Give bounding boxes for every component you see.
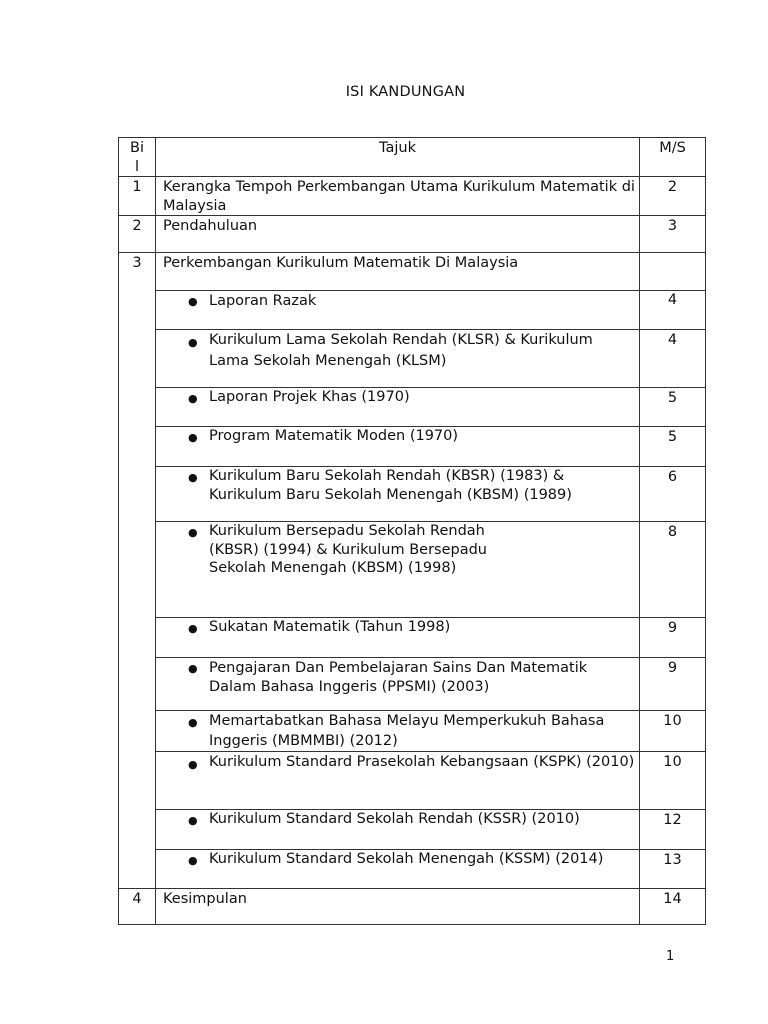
- subitem-ms: 8: [640, 522, 706, 618]
- subitem-ms: 6: [640, 467, 706, 522]
- page-number: 1: [666, 949, 675, 964]
- subitem-tajuk: Sukatan Matematik (Tahun 1998): [209, 619, 451, 635]
- table-row: [119, 752, 706, 810]
- bullet-icon: ●: [188, 295, 198, 308]
- row-ms: [640, 253, 706, 291]
- bullet-icon: ●: [188, 526, 198, 539]
- table-row: [119, 711, 706, 752]
- table-row: [119, 253, 706, 291]
- table-row: [119, 388, 706, 427]
- subitem-ms: 5: [640, 427, 706, 467]
- subitem-ms: 10: [640, 711, 706, 752]
- subitem-ms: 10: [640, 752, 706, 810]
- subitem-tajuk: Pengajaran Dan Pembelajaran Sains Dan Matematik Dalam Bahasa Inggeris (PPSMI) (2003): [209, 660, 588, 695]
- table-row: [119, 810, 706, 850]
- subitem-tajuk: Laporan Projek Khas (1970): [209, 389, 410, 405]
- table-row: [119, 330, 706, 388]
- table-header-row: [119, 138, 706, 177]
- subitem-cell: [156, 522, 640, 618]
- table-row: [119, 291, 706, 330]
- bullet-icon: ●: [188, 716, 198, 729]
- row-bil: 2: [119, 216, 156, 253]
- header-tajuk: Tajuk: [156, 138, 640, 177]
- table-row: [119, 216, 706, 253]
- row-ms: 2: [640, 177, 706, 216]
- subitem-tajuk: Memartabatkan Bahasa Melayu Memperkukuh Bahasa Inggeris (MBMMBI) (2012): [209, 713, 605, 749]
- subitem-tajuk: Kurikulum Standard Prasekolah Kebangsaan (KSPK) (2010): [209, 754, 635, 770]
- subitem-ms: 4: [640, 330, 706, 388]
- subitem-tajuk: Kurikulum Standard Sekolah Rendah (KSSR) (2010): [209, 811, 580, 827]
- subitem-tajuk: Laporan Razak: [209, 293, 317, 309]
- subitem-tajuk: Program Matematik Moden (1970): [209, 428, 459, 444]
- row-tajuk: Kesimpulan: [156, 889, 640, 925]
- table-row: [119, 522, 706, 618]
- subitem-ms: 4: [640, 291, 706, 330]
- page-title: ISI KANDUNGAN: [345, 84, 466, 100]
- subitem-ms: 12: [640, 810, 706, 850]
- subitem-tajuk: Kurikulum Lama Sekolah Rendah (KLSR) & Kurikulum Lama Sekolah Menengah (KLSM): [209, 332, 593, 369]
- subitem-tajuk: Kurikulum Standard Sekolah Menengah (KSSM) (2014): [209, 851, 604, 867]
- header-ms: M/S: [640, 138, 706, 177]
- subitem-cell: [156, 752, 640, 810]
- bullet-icon: ●: [188, 336, 198, 349]
- row-tajuk: Pendahuluan: [156, 216, 640, 253]
- subitem-cell: [156, 330, 640, 388]
- contents-table: [118, 137, 706, 925]
- table-row: [119, 427, 706, 467]
- header-bil: Bi l: [119, 138, 156, 177]
- row-ms: 14: [640, 889, 706, 925]
- row-bil: 1: [119, 177, 156, 216]
- table-row: [119, 618, 706, 658]
- row-tajuk: Kerangka Tempoh Perkembangan Utama Kurikulum Matematik di Malaysia: [156, 177, 640, 216]
- subitem-cell: [156, 711, 640, 752]
- subitem-cell: [156, 810, 640, 850]
- subitem-cell: [156, 850, 640, 889]
- subitem-tajuk: Kurikulum Baru Sekolah Rendah (KBSR) (1983) & Kurikulum Baru Sekolah Menengah (KBSM) (1989): [209, 468, 572, 503]
- subitem-ms: 9: [640, 658, 706, 711]
- bullet-icon: ●: [188, 854, 198, 867]
- row-tajuk: Perkembangan Kurikulum Matematik Di Malaysia: [156, 253, 640, 291]
- subitem-ms: 9: [640, 618, 706, 658]
- subitem-cell: [156, 291, 640, 330]
- subitem-cell: [156, 427, 640, 467]
- bullet-icon: ●: [188, 758, 198, 771]
- subitem-ms: 13: [640, 850, 706, 889]
- bullet-icon: ●: [188, 814, 198, 827]
- bullet-icon: ●: [188, 662, 198, 675]
- subitem-cell: [156, 658, 640, 711]
- subitem-cell: [156, 388, 640, 427]
- row-bil: 4: [119, 889, 156, 925]
- table-row: [119, 658, 706, 711]
- subitem-ms: 5: [640, 388, 706, 427]
- table-row: [119, 467, 706, 522]
- bullet-icon: ●: [188, 392, 198, 405]
- subitem-cell: [156, 618, 640, 658]
- bullet-icon: ●: [188, 622, 198, 635]
- table-row: [119, 850, 706, 889]
- bullet-icon: ●: [188, 431, 198, 444]
- table-row: [119, 177, 706, 216]
- subitem-cell: [156, 467, 640, 522]
- table-row: [119, 889, 706, 925]
- row-ms: 3: [640, 216, 706, 253]
- subitem-tajuk: Kurikulum Bersepadu Sekolah Rendah (KBSR) (1994) & Kurikulum Bersepadu Sekolah Menengah (KBSM) (1998): [209, 523, 487, 576]
- bullet-icon: ●: [188, 471, 198, 484]
- row-bil: 3: [119, 253, 156, 889]
